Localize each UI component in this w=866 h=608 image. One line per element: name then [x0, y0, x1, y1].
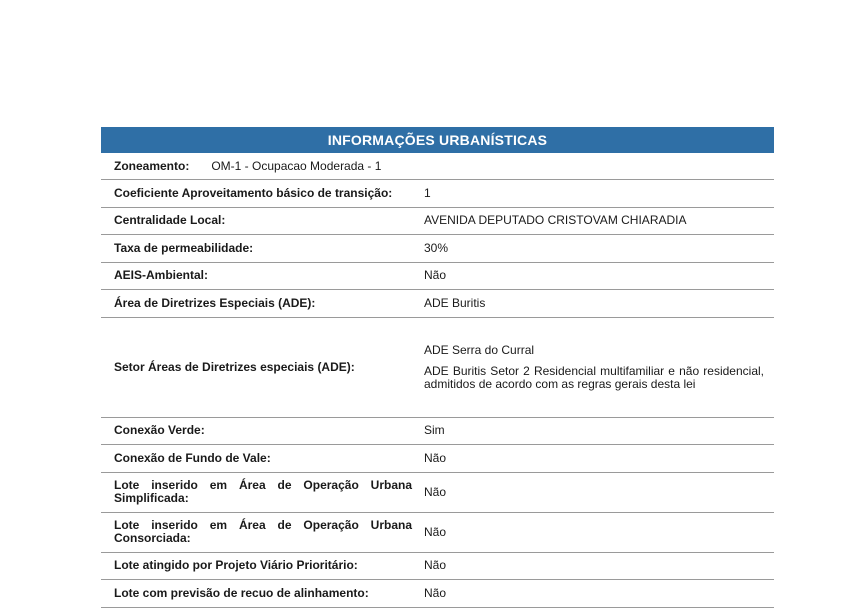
table-row	[101, 418, 774, 446]
row-label: Centralidade Local:	[114, 213, 226, 228]
table-row	[101, 513, 774, 553]
row-value: AVENIDA DEPUTADO CRISTOVAM CHIARADIA	[424, 213, 687, 228]
table-row	[101, 290, 774, 318]
table-row	[101, 235, 774, 263]
row-value: ADE Buritis	[424, 295, 486, 310]
row-label: Lote inserido em Área de Operação Urbana Consorciada:	[114, 518, 412, 545]
row-value: Não	[424, 558, 447, 573]
row-label: AEIS-Ambiental:	[114, 268, 209, 283]
setor-ade-value	[412, 344, 774, 391]
urban-info-table	[101, 127, 774, 608]
table-row	[101, 180, 774, 208]
setor-ade-label: Setor Áreas de Diretrizes especiais (ADE):	[114, 359, 355, 374]
table-row	[101, 208, 774, 236]
table-row	[101, 263, 774, 291]
table-row	[101, 445, 774, 473]
zoneamento-row	[101, 153, 774, 180]
row-value: Não	[424, 524, 447, 539]
zoneamento-label: Zoneamento:	[114, 159, 190, 173]
row-value: Não	[424, 484, 447, 499]
setor-ade-row	[101, 318, 774, 418]
setor-ade-value-1: ADE Serra do Curral	[424, 342, 535, 357]
row-label: Conexão Verde:	[114, 423, 205, 438]
row-label: Coeficiente Aproveitamento básico de transição:	[114, 185, 393, 200]
table-row	[101, 580, 774, 608]
row-label: Lote atingido por Projeto Viário Prioritário:	[114, 558, 358, 573]
row-value: Não	[424, 450, 447, 465]
setor-ade-value-2: ADE Buritis Setor 2 Residencial multifamiliar e não residencial, admitidos de acordo com as regras gerais desta lei	[424, 363, 764, 391]
row-label: Taxa de permeabilidade:	[114, 240, 254, 255]
row-value: Não	[424, 268, 447, 283]
row-value: 1	[424, 185, 431, 200]
row-label: Área de Diretrizes Especiais (ADE):	[114, 295, 316, 310]
row-label: Conexão de Fundo de Vale:	[114, 450, 271, 465]
row-label: Lote inserido em Área de Operação Urbana Simplificada:	[114, 478, 412, 505]
row-label: Lote com previsão de recuo de alinhamento:	[114, 585, 369, 600]
row-value: Não	[424, 585, 447, 600]
table-row	[101, 473, 774, 513]
table-header: INFORMAÇÕES URBANÍSTICAS	[101, 127, 774, 153]
row-value: Sim	[424, 423, 445, 438]
row-value: 30%	[424, 240, 449, 255]
zoneamento-value: OM-1 - Ocupacao Moderada - 1	[211, 159, 382, 173]
